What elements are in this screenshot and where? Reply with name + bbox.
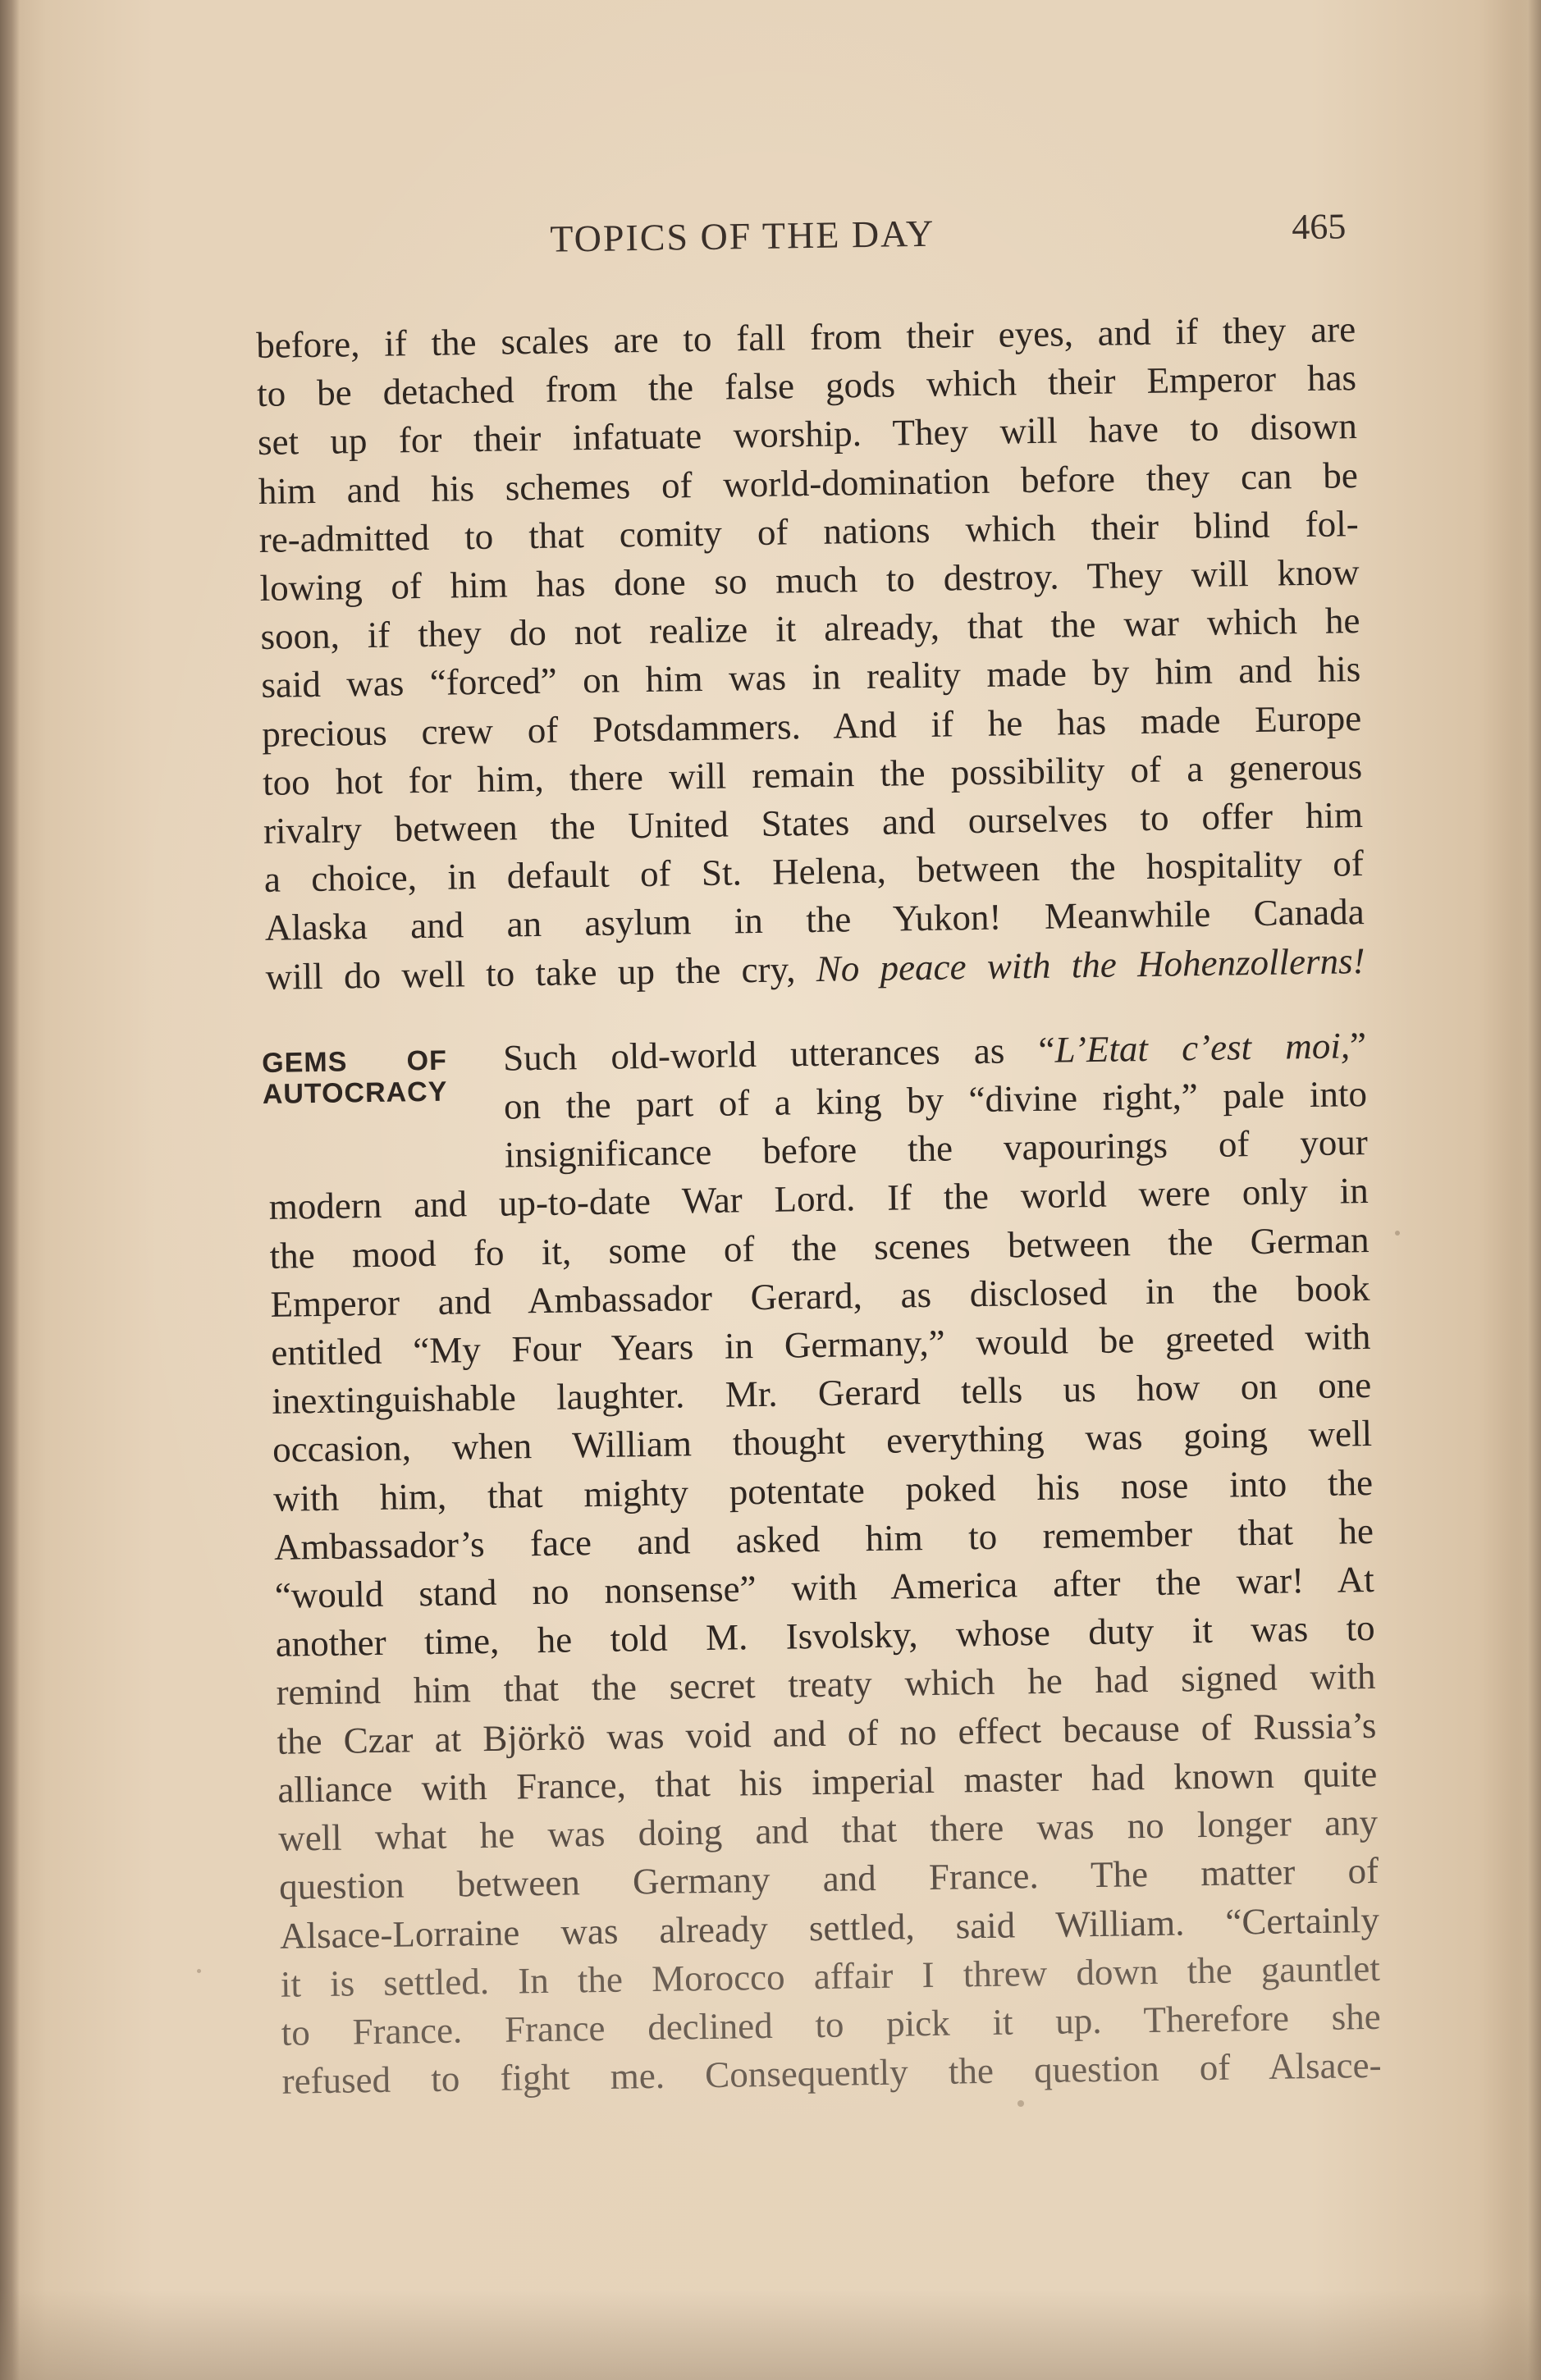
text-line: Alaska and an asylum in the Yukon! Meanwhile Canada — [264, 891, 1365, 949]
text-line: him and his schemes of world-domination before they can be — [258, 454, 1359, 512]
text-line: set up for their infatuate worship. They will have to disown — [257, 405, 1358, 464]
text-fragment: ” — [1349, 1024, 1367, 1067]
text-line: modern and up-to-date War Lord. If the world were only in — [268, 1170, 1370, 1228]
text-line: refused to fight me. Consequently the question of Alsace- — [281, 2044, 1382, 2102]
running-head — [254, 205, 1355, 287]
text-line: entitled “My Four Years in Germany,” would be greeted with — [271, 1316, 1371, 1373]
text-line: the mood fo it, some of the scenes between the German — [269, 1218, 1370, 1277]
text-line: with him, that mighty potentate poked his nose into the — [272, 1461, 1374, 1519]
text-line: to be detached from the false gods which their Emperor has — [256, 357, 1357, 415]
running-head-title: TOPICS OF THE DAY — [549, 212, 935, 260]
text-line: Emperor and Ambassador Gerard, as disclosed in the book — [270, 1267, 1370, 1325]
text-line: rivalry between the United States and ourselves to offer him — [263, 794, 1364, 852]
text-block — [254, 205, 1382, 2106]
text-line: it is settled. In the Morocco affair I threw down the gauntlet — [280, 1947, 1381, 2005]
text-line: question between Germany and France. The matter of — [278, 1850, 1379, 1908]
side-heading-line: AUTOCRACY — [262, 1076, 448, 1110]
text-line: a choice, in default of St. Helena, between the hospitality of — [263, 843, 1365, 901]
italic-phrase: No peace with the Hohenzollerns! — [816, 939, 1365, 989]
text-line: well what he was doing and that there was no longer any — [277, 1802, 1379, 1859]
paper-speck — [1395, 1231, 1400, 1236]
text-line: precious crew of Potsdammers. And if he has made Europe — [261, 697, 1362, 755]
text-line-indented: insignificance before the vapourings of your — [504, 1121, 1369, 1176]
italic-phrase: L’Etat c’est moi, — [1054, 1025, 1351, 1071]
text-line: soon, if they do not realize it already, that the war which he — [260, 600, 1360, 658]
bottom-shadow — [0, 2290, 1541, 2380]
text-line: inextinguishable laughter. Mr. Gerard tells us how on one — [271, 1364, 1372, 1423]
text-line: Alsace-Lorraine was already settled, said William. “Certainly — [279, 1898, 1380, 1957]
text-line: lowing of him has done so much to destroy. They will know — [259, 551, 1360, 609]
paragraph-1 — [256, 305, 1365, 1002]
text-fragment: will do well to take up the cry, — [265, 948, 817, 998]
text-line: the Czar at Björkö was void and of no effect because of Russia’s — [277, 1704, 1377, 1762]
text-line: said was “forced” on him was in reality made by him and his — [261, 648, 1361, 706]
text-line: re-admitted to that comity of nations which their blind fol- — [258, 502, 1359, 560]
page-edge-shadow — [1508, 0, 1541, 2380]
text-line-indented: on the part of a king by “divine right,” pale into — [503, 1073, 1368, 1127]
side-heading-line: GEMS OF — [261, 1044, 448, 1079]
paper-speck — [1017, 2100, 1024, 2107]
text-line: to France. France declined to pick it up. Therefore she — [281, 1995, 1381, 2053]
page-number: 465 — [1291, 206, 1347, 248]
text-line: “would stand no nonsense” with America after the war! At — [274, 1559, 1375, 1616]
text-line: Ambassador’s face and asked him to remember that he — [273, 1510, 1374, 1568]
text-line: occasion, when William thought everything was going well — [272, 1413, 1373, 1471]
text-line: alliance with France, that his imperial master had known quite — [277, 1752, 1378, 1811]
side-heading — [262, 1044, 448, 1109]
text-line: another time, he told M. Isvolsky, whose duty it was to — [275, 1607, 1375, 1665]
text-fragment: Such old-world utterances as “ — [502, 1029, 1055, 1079]
paragraph-2 — [261, 1021, 1382, 2106]
text-line: before, if the scales are to fall from their eyes, and if they are — [255, 308, 1356, 366]
binding-shadow — [0, 0, 20, 2380]
paper-speck — [197, 1969, 201, 1973]
text-line: too hot for him, there will remain the possibility of a generous — [262, 745, 1363, 803]
text-line: remind him that the secret treaty which he had signed with — [276, 1656, 1376, 1714]
